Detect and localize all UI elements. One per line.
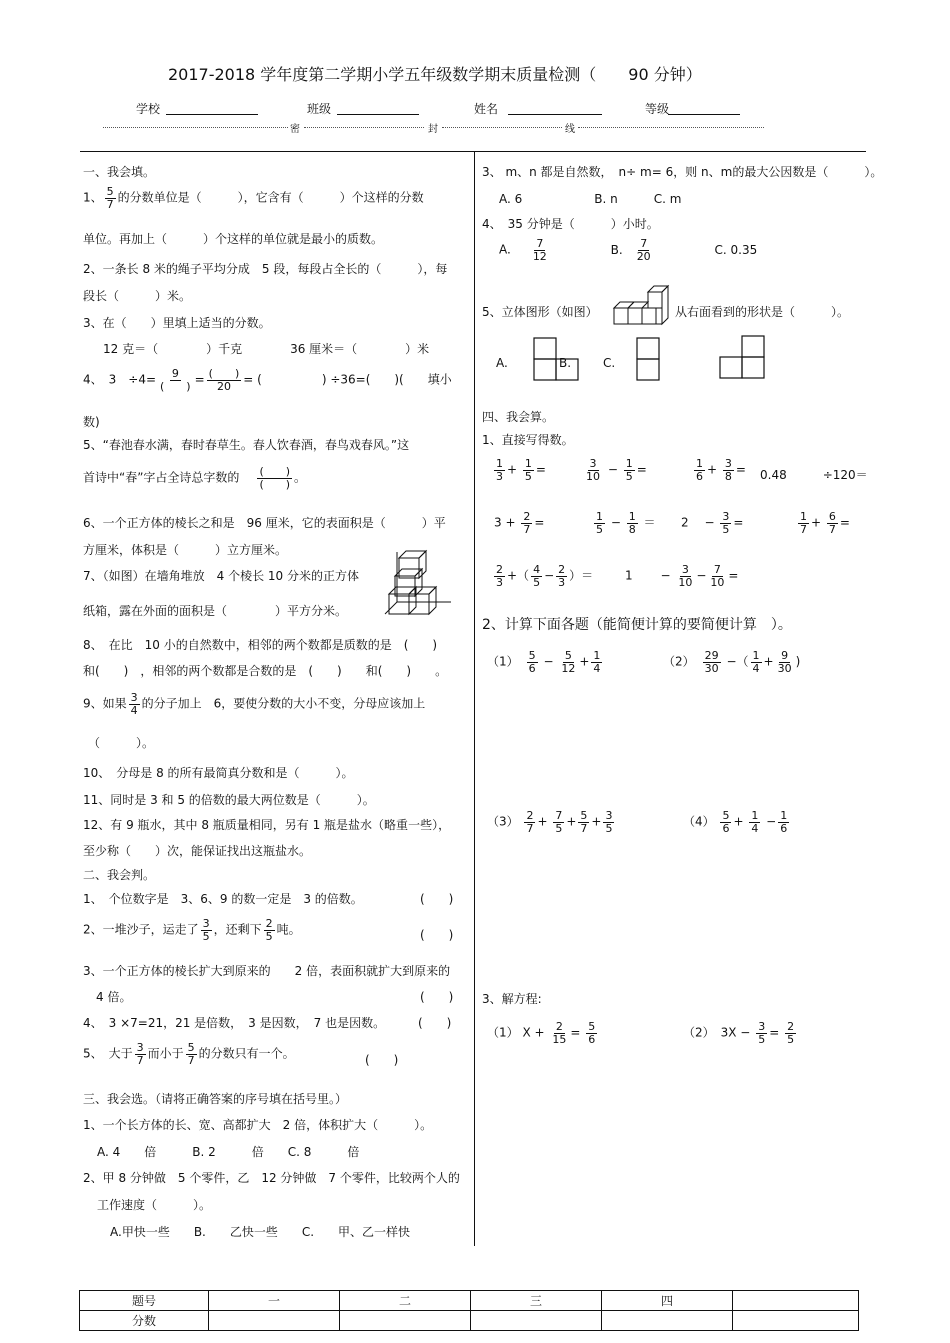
calc-r2-d: $\frac{1}{7}$ + $\frac{6}{7}$ = (800, 510, 850, 536)
calc-problems-heading: 2、计算下面各题（能简便计算的要简便计算 ）。 (482, 617, 792, 633)
q10: 10、 分母是 8 的所有最简真分数和是（ ）。 (83, 766, 354, 780)
calc-r3-a: $\frac{2}{3}$ +（ $\frac{4}{5}$ − $\frac{2}{3}$ ）＝ (496, 563, 594, 589)
calc-r1-a: $\frac{1}{3}$ + $\frac{1}{5}$ = (496, 457, 546, 483)
calc-r2-a: 3 + $\frac{2}{7}$ = (494, 510, 545, 536)
class-label: 班级 (307, 102, 332, 116)
choice-4-options: A. $\frac{7}{12}$ B. $\frac{7}{20}$ C. 0.35 (499, 237, 758, 263)
table-header-cell: 一 (209, 1291, 340, 1311)
choice-1: 1、一个长方体的长、宽、高都扩大 2 倍，体积扩大（ ）。 (83, 1118, 433, 1132)
table-header-cell: 二 (340, 1291, 471, 1311)
q9-line2: （ ）。 (88, 736, 155, 750)
fraction: $\frac{3}{7}$ (136, 1041, 144, 1067)
seal-dotline (578, 127, 764, 128)
fraction: $\frac{5}{7}$ (187, 1041, 195, 1067)
table-cell[interactable] (602, 1311, 733, 1331)
score-table (79, 1290, 859, 1331)
seal-dotline (103, 127, 288, 128)
judge-3-line2: 4 倍。 (96, 990, 132, 1004)
q2-line1: 2、一条长 8 米的绳子平均分成 5 段，每段占全长的（ ），每 (83, 262, 448, 276)
q1-line2: 单位。再加上（ ）个这样的单位就是最小的质数。 (83, 232, 384, 246)
table-row (80, 1291, 859, 1311)
judge-3-paren[interactable]: ( ) (420, 990, 454, 1004)
q4-line1: 4、 3 ÷4= $\frac{9}{( )}$ = $\frac{( )}{20}$ = ( ) ÷36=( )( 填小 (83, 367, 452, 393)
column-divider (474, 152, 475, 1246)
calc-r1-b: $\frac{3}{10}$ − $\frac{1}{5}$ = (586, 457, 647, 483)
fraction: $\frac{9}{( )}$ (160, 367, 191, 393)
class-blank[interactable] (337, 114, 419, 115)
calc-r3-b: 1 − $\frac{3}{10}$ − $\frac{7}{10}$ = (625, 563, 739, 589)
judge-2: 2、一堆沙子，运走了 $\frac{3}{5}$ ，还剩下 $\frac{2}{5}$ 吨。 (83, 917, 301, 943)
q11: 11、同时是 3 和 5 的倍数的最大两位数是（ ）。 (83, 793, 375, 807)
choice-2-options: A.甲快一些 B. 乙快一些 C. 甲、乙一样快 (110, 1225, 411, 1239)
judge-2-paren[interactable]: ( ) (420, 928, 454, 942)
q3-line1: 3、在（ ）里填上适当的分数。 (83, 316, 271, 330)
q6-line2: 方厘米，体积是（ ）立方厘米。 (83, 543, 288, 557)
q8-line2: 和( ) ，相邻的两个数都是合数的是 ( ) 和( ) 。 (83, 664, 448, 678)
section-3-heading: 三、我会选。（请将正确答案的序号填在括号里。） (83, 1092, 348, 1106)
section-1-heading: 一、我会填。 (83, 165, 156, 179)
equation-2: （2） 3X − $\frac{3}{5}$ = $\frac{2}{5}$ (683, 1020, 795, 1046)
table-header-cell: 四 (602, 1291, 733, 1311)
fraction: $\frac{( )}{20}$ (208, 367, 240, 393)
table-row (80, 1311, 859, 1331)
choice-4: 4、 35 分钟是（ ）小时。 (482, 217, 659, 231)
option-b-label: B. (559, 356, 572, 370)
q5-line1: 5、“春池春水满，春时春草生。春人饮春酒，春鸟戏春风。”这 (83, 438, 410, 452)
school-label: 学校 (136, 102, 161, 116)
grade-blank[interactable] (668, 114, 740, 115)
equation-1: （1） X + $\frac{2}{15}$ = $\frac{5}{6}$ (487, 1020, 596, 1046)
q6-line1: 6、一个正方体的棱长之和是 96 厘米，它的表面积是（ ）平 (83, 516, 446, 530)
q7-line1: 7、（如图）在墙角堆放 4 个棱长 10 分米的正方体 (83, 569, 359, 583)
table-cell[interactable] (209, 1311, 340, 1331)
table-cell[interactable] (340, 1311, 471, 1331)
table-header-cell (733, 1291, 859, 1311)
seal-dotline (304, 127, 424, 128)
table-cell: 分数 (80, 1311, 209, 1331)
calc-r2-c: 2 − $\frac{3}{5}$ = (681, 510, 744, 536)
choice-1-options: A. 4 倍 B. 2 倍 C. 8 倍 (97, 1145, 360, 1159)
fraction: $\frac{( )}{( )}$ (259, 465, 291, 491)
choice-5-solid-figure (612, 286, 668, 326)
section-4-heading: 四、我会算。 (482, 410, 555, 424)
name-label: 姓名 (474, 102, 499, 116)
option-c-view (719, 335, 767, 379)
seal-dotline (442, 127, 562, 128)
name-blank[interactable] (508, 114, 602, 115)
calc-r1-c: $\frac{1}{6}$ + $\frac{3}{8}$ = (696, 457, 746, 483)
problem-3: （3） $\frac{2}{7}$ + $\frac{7}{5}$ + $\frac{5}{7}$ + $\frac{3}{5}$ (487, 809, 613, 835)
page-title: 2017-2018 学年度第二学期小学五年级数学期末质量检测（ 90 分钟） (168, 65, 702, 84)
choice-3: 3、 m、n 都是自然数， n÷ m= 6，则 n、m的最大公因数是（ ）。 (482, 165, 883, 179)
choice-5-post: 从右面看到的形状是（ ）。 (675, 305, 850, 319)
grade-label: 等级 (645, 102, 670, 116)
table-header-cell: 题号 (80, 1291, 209, 1311)
q9-line1: 9、如果 $\frac{3}{4}$ 的分子加上 6，要使分数的大小不变，分母应该加上 (83, 691, 426, 717)
q8-line1: 8、 在比 10 小的自然数中，相邻的两个数都是质数的是 ( ) (83, 638, 438, 652)
seal-xian: 线 (565, 124, 575, 135)
section-2-heading: 二、我会判。 (83, 868, 156, 882)
judge-5: 5、 大于 $\frac{3}{7}$ 而小于 $\frac{5}{7}$ 的分数只有一个。 (83, 1041, 295, 1067)
fraction: $\frac{3}{4}$ (130, 691, 138, 717)
option-a-label: A. (496, 356, 508, 370)
table-cell[interactable] (471, 1311, 602, 1331)
fraction: $\frac{3}{5}$ (202, 917, 210, 943)
top-rule (80, 151, 866, 152)
school-blank[interactable] (166, 114, 258, 115)
choice-3-options: A. 6 B. n C. m (499, 192, 682, 206)
judge-5-paren[interactable]: ( ) (365, 1053, 399, 1067)
direct-calc-heading: 1、直接写得数。 (482, 433, 574, 447)
q5-line2: 首诗中“春”字占全诗总字数的 $\frac{( )}{( )}$ 。 (83, 465, 307, 491)
option-b-view (636, 337, 662, 381)
option-a-view (533, 337, 583, 381)
choice-2-line1: 2、甲 8 分钟做 5 个零件，乙 12 分钟做 7 个零件，比较两个人的 (83, 1171, 460, 1185)
judge-3-line1: 3、一个正方体的棱长扩大到原来的 2 倍，表面积就扩大到原来的 (83, 964, 451, 978)
calc-r2-b: $\frac{1}{5}$ − $\frac{1}{8}$ ＝ (596, 510, 656, 536)
judge-4: 4、 3 ×7=21，21 是倍数， 3 是因数， 7 也是因数。 (83, 1016, 386, 1030)
seal-mi: 密 (290, 124, 300, 135)
option-c-label: C. (603, 356, 616, 370)
stacked-cubes-figure (383, 552, 453, 622)
fraction: $\frac{5}{7}$ (106, 185, 114, 211)
problem-2: （2） $\frac{29}{30}$ −（ $\frac{1}{4}$ + $\frac{9}{30}$ ) (663, 649, 801, 675)
q4-line2: 数) (83, 415, 100, 429)
choice-2-line2: 工作速度（ ）。 (97, 1198, 212, 1212)
choice-5-pre: 5、立体图形（如图） (482, 305, 598, 319)
judge-1-paren[interactable]: ( ) (420, 892, 454, 906)
q12-line2: 至少称（ ）次，能保证找出这瓶盐水。 (83, 844, 312, 858)
calc-r1-d: 0.48 ÷120＝ (760, 468, 868, 482)
q3-line2: 12 克＝（ ）千克 36 厘米＝（ ）米 (103, 342, 430, 356)
q1-line1: 1、 $\frac{5}{7}$ 的分数单位是（ ），它含有（ ）个这样的分数 (83, 185, 424, 211)
problem-4: （4） $\frac{5}{6}$ + $\frac{1}{4}$ − $\frac{1}{6}$ (683, 809, 788, 835)
fraction: $\frac{2}{5}$ (265, 917, 273, 943)
judge-1: 1、 个位数字是 3、6、9 的数一定是 3 的倍数。 (83, 892, 363, 906)
problem-1: （1） $\frac{5}{6}$ − $\frac{5}{12}$ + $\frac{1}{4}$ (487, 649, 601, 675)
q12-line1: 12、有 9 瓶水，其中 8 瓶质量相同，另有 1 瓶是盐水（略重一些）， (83, 818, 451, 832)
seal-feng: 封 (428, 124, 438, 135)
judge-4-paren[interactable]: ( ) (418, 1016, 452, 1030)
table-header-cell: 三 (471, 1291, 602, 1311)
q2-line2: 段长（ ）米。 (83, 289, 192, 303)
equation-heading: 3、解方程: (482, 992, 542, 1006)
table-cell[interactable] (733, 1311, 859, 1331)
q7-line2: 纸箱，露在外面的面积是（ ）平方分米。 (83, 604, 348, 618)
